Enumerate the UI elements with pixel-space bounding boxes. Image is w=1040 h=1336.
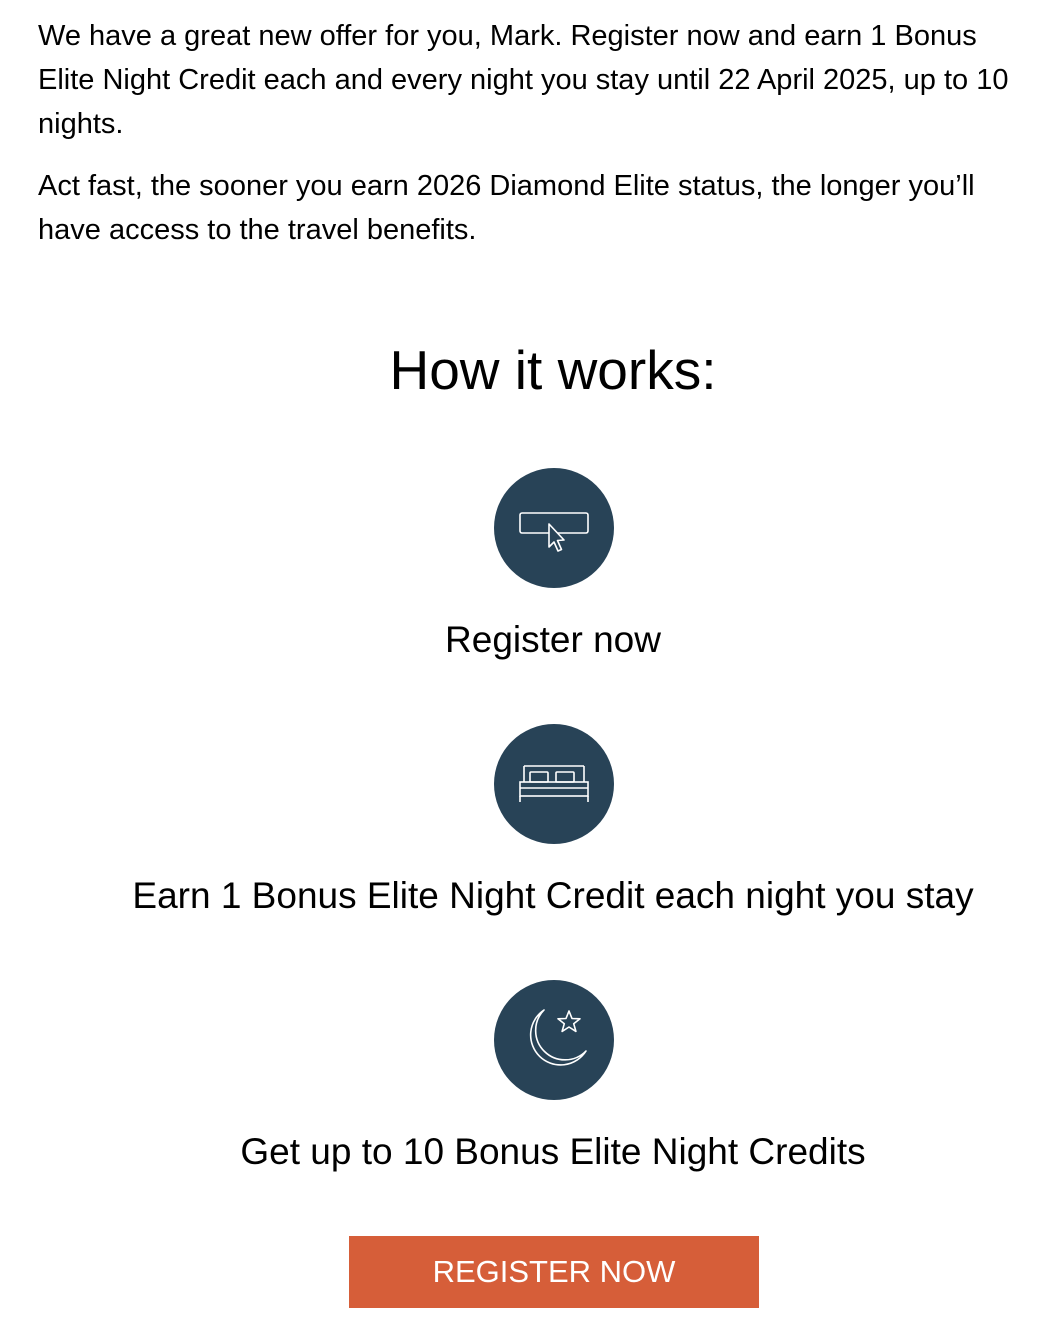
- step-label-register: Register now: [445, 619, 661, 660]
- intro-paragraph-offer: We have a great new offer for you, Mark. Register now and earn 1 Bonus Elite Night Credit each and every night you stay until 22 April 2025, up to 10 nights.: [38, 20, 1009, 140]
- bed-icon: [494, 724, 614, 844]
- cursor-click-icon: [494, 468, 614, 588]
- intro-text: [38, 14, 1013, 252]
- intro-paragraph-urgency: Act fast, the sooner you earn 2026 Diamond Elite status, the longer you’ll have access to the travel benefits.: [38, 170, 975, 246]
- moon-star-icon: [494, 980, 614, 1100]
- how-it-works-heading: How it works:: [389, 339, 717, 401]
- stay-step-icon: [494, 724, 614, 844]
- credits-step-icon: [494, 980, 614, 1100]
- step-label-earn: Earn 1 Bonus Elite Night Credit each night you stay: [132, 875, 974, 916]
- step-label-credits: Get up to 10 Bonus Elite Night Credits: [240, 1131, 866, 1172]
- register-step-icon: [494, 468, 614, 588]
- register-now-button[interactable]: REGISTER NOW: [349, 1236, 759, 1308]
